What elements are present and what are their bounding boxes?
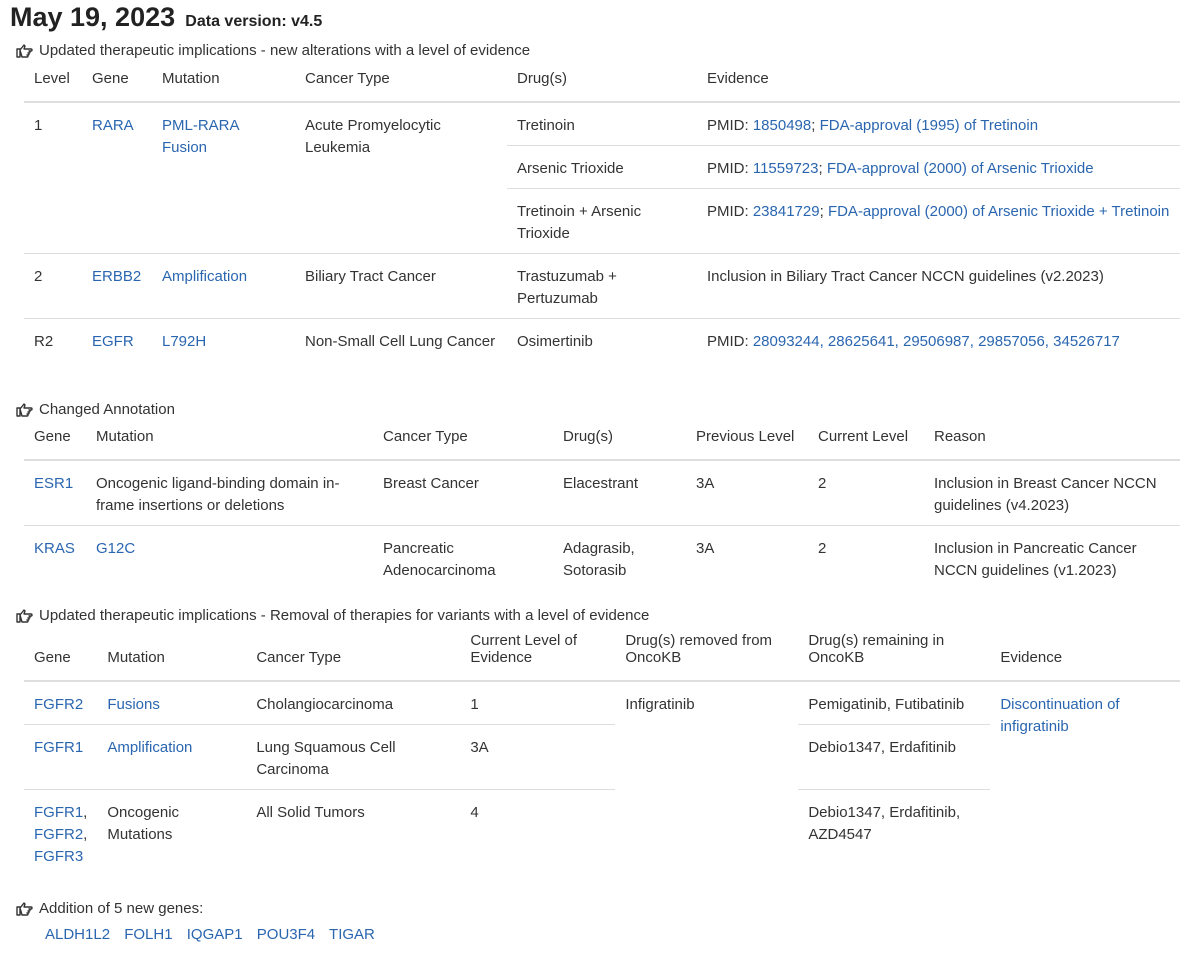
level-cell: 1 (470, 696, 479, 713)
page-title (10, 2, 322, 33)
pmid-link[interactable]: 1850498 (752, 117, 812, 134)
table-row (24, 460, 1180, 526)
previous-level-cell: 3A (696, 475, 715, 492)
section-title: Updated therapeutic implications - new alterations with a level of evidence (39, 42, 531, 59)
separator: ; (819, 203, 828, 220)
col-drugs-remaining: Drug(s) remaining in OncoKB (808, 632, 945, 666)
drugs-remaining-cell: Debio1347, Erdafitinib (798, 725, 990, 790)
pmid-label: PMID: (707, 203, 753, 220)
reason-cell: Inclusion in Pancreatic Cancer NCCN guidelines (v1.2023) (924, 526, 1180, 591)
mutation-cell: Oncogenic ligand-binding domain in-frame insertions or deletions (96, 475, 340, 514)
mutation-link[interactable]: Fusions (107, 696, 160, 713)
cancer-type-cell: Biliary Tract Cancer (295, 254, 507, 319)
table-row (24, 681, 1180, 725)
col-cancer-type: Cancer Type (256, 649, 342, 666)
col-mutation: Mutation (107, 649, 165, 666)
cancer-type-cell: Pancreatic Adenocarcinoma (373, 526, 553, 591)
evidence-cell (697, 146, 1180, 189)
col-evidence: Evidence (707, 70, 769, 87)
col-drugs-removed: Drug(s) removed from OncoKB (625, 632, 773, 666)
pmid-label: PMID: (707, 333, 753, 350)
drugs-removed-cell: Infigratinib (625, 696, 695, 713)
col-previous-level: Previous Level (696, 428, 795, 445)
level-cell: 4 (460, 790, 615, 877)
drug-cell: Trastuzumab + Pertuzumab (507, 254, 697, 319)
evidence-cell (697, 319, 1180, 362)
hand-pointing-icon (16, 608, 33, 623)
pmid-link[interactable]: 28093244, 28625641, 29506987, 29857056, 34526717 (752, 333, 1120, 350)
hand-pointing-icon (16, 43, 33, 58)
separator: ; (818, 160, 827, 177)
drug-cell: Elacestrant (563, 475, 639, 492)
section-heading-new-alterations (16, 42, 530, 59)
cancer-type-cell: Cholangiocarcinoma (256, 696, 394, 713)
level-cell: 2 (24, 254, 82, 319)
hand-pointing-icon (16, 901, 33, 916)
gene-link[interactable]: POU3F4 (256, 926, 316, 943)
gene-link[interactable]: FGFR1 (34, 739, 84, 756)
drug-cell: Tretinoin + Arsenic Trioxide (507, 189, 697, 254)
data-version: Data version: v4.5 (185, 13, 323, 30)
col-drugs: Drug(s) (517, 70, 568, 87)
section-title: Addition of 5 new genes: (39, 900, 204, 917)
level-cell: R2 (24, 319, 82, 362)
table-row (24, 254, 1180, 319)
mutation-link[interactable]: Amplification (162, 268, 248, 285)
gene-link[interactable]: IQGAP1 (186, 926, 243, 943)
gene-link[interactable]: FGFR2 (34, 826, 84, 843)
section-heading-new-genes (16, 900, 203, 917)
drugs-remaining-cell: Debio1347, Erdafitinib, AZD4547 (798, 790, 990, 877)
section-heading-changed-annotation (16, 401, 175, 418)
current-level-cell: 2 (808, 526, 924, 591)
fda-approval-link[interactable]: FDA-approval (2000) of Arsenic Trioxide + Tretinoin (827, 203, 1170, 220)
current-level-cell: 2 (818, 475, 827, 492)
drug-cell: Arsenic Trioxide (507, 146, 697, 189)
section-heading-removal-of-therapies (16, 607, 649, 624)
pmid-link[interactable]: 11559723 (752, 160, 819, 177)
gene-link[interactable]: RARA (92, 117, 134, 134)
new-genes-list (45, 926, 385, 943)
col-reason: Reason (934, 428, 986, 445)
cancer-type-cell: Lung Squamous Cell Carcinoma (246, 725, 460, 790)
section-title: Changed Annotation (39, 401, 175, 418)
mutation-link[interactable]: Amplification (107, 739, 193, 756)
col-gene: Gene (34, 649, 71, 666)
evidence-cell (697, 189, 1180, 254)
separator: ; (811, 117, 820, 134)
col-cancer-type: Cancer Type (383, 428, 468, 445)
col-mutation: Mutation (162, 70, 220, 87)
gene-link[interactable]: ERBB2 (92, 268, 142, 285)
mutation-link[interactable]: G12C (96, 540, 136, 557)
gene-link[interactable]: KRAS (34, 540, 75, 557)
cancer-type-cell: Non-Small Cell Lung Cancer (295, 319, 507, 362)
mutation-link[interactable]: L792H (162, 333, 207, 350)
mutation-cell: Oncogenic Mutations (97, 790, 246, 877)
evidence-cell (697, 102, 1180, 146)
gene-link[interactable]: ESR1 (34, 475, 74, 492)
drug-cell: Osimertinib (507, 319, 697, 362)
table-row (24, 319, 1180, 362)
cancer-type-cell: Acute Promyelocytic Leukemia (305, 117, 441, 156)
col-evidence: Evidence (1000, 649, 1063, 666)
evidence-cell: Inclusion in Biliary Tract Cancer NCCN guidelines (v2.2023) (697, 254, 1180, 319)
fda-approval-link[interactable]: FDA-approval (2000) of Arsenic Trioxide (826, 160, 1094, 177)
previous-level-cell: 3A (686, 526, 808, 591)
reason-cell: Inclusion in Breast Cancer NCCN guidelines (v4.2023) (934, 475, 1157, 514)
gene-link[interactable]: FGFR3 (34, 848, 84, 865)
new-alterations-table (24, 70, 1180, 361)
evidence-link[interactable]: Discontinuation of infigratinib (1000, 696, 1120, 735)
hand-pointing-icon (16, 402, 33, 417)
table-row (24, 526, 1180, 591)
drug-cell: Tretinoin (517, 117, 575, 134)
col-current-level: Current Level of Evidence (470, 632, 578, 666)
gene-link[interactable]: FOLH1 (124, 926, 173, 943)
pmid-link[interactable]: 23841729 (752, 203, 820, 220)
gene-link[interactable]: TIGAR (329, 926, 375, 943)
table-row (24, 102, 1180, 146)
gene-link[interactable]: FGFR1 (34, 804, 84, 821)
separator: , (83, 804, 88, 821)
gene-link[interactable]: ALDH1L2 (45, 926, 111, 943)
section-title: Updated therapeutic implications - Removal of therapies for variants with a level of evidence (39, 607, 650, 624)
drug-cell: Adagrasib, Sotorasib (553, 526, 686, 591)
pmid-label: PMID: (707, 117, 753, 134)
cancer-type-cell: All Solid Tumors (246, 790, 460, 877)
release-date: May 19, 2023 (10, 2, 176, 32)
col-drugs: Drug(s) (563, 428, 614, 445)
col-gene: Gene (92, 70, 129, 87)
cancer-type-cell: Breast Cancer (383, 475, 479, 492)
removal-of-therapies-table (24, 632, 1180, 876)
pmid-label: PMID: (707, 160, 753, 177)
mutation-link[interactable]: PML-RARA Fusion (162, 117, 239, 156)
col-gene: Gene (34, 428, 71, 445)
level-cell: 3A (460, 725, 615, 790)
gene-link[interactable]: FGFR2 (34, 696, 84, 713)
fda-approval-link[interactable]: FDA-approval (1995) of Tretinoin (819, 117, 1039, 134)
col-level: Level (34, 70, 70, 87)
col-cancer-type: Cancer Type (305, 70, 390, 87)
gene-cell (24, 790, 97, 877)
gene-link[interactable]: EGFR (92, 333, 134, 350)
separator: , (83, 826, 88, 843)
drugs-remaining-cell: Pemigatinib, Futibatinib (808, 696, 965, 713)
col-mutation: Mutation (96, 428, 154, 445)
col-current-level: Current Level (818, 428, 909, 445)
level-cell: 1 (34, 117, 43, 134)
changed-annotation-table (24, 428, 1180, 590)
